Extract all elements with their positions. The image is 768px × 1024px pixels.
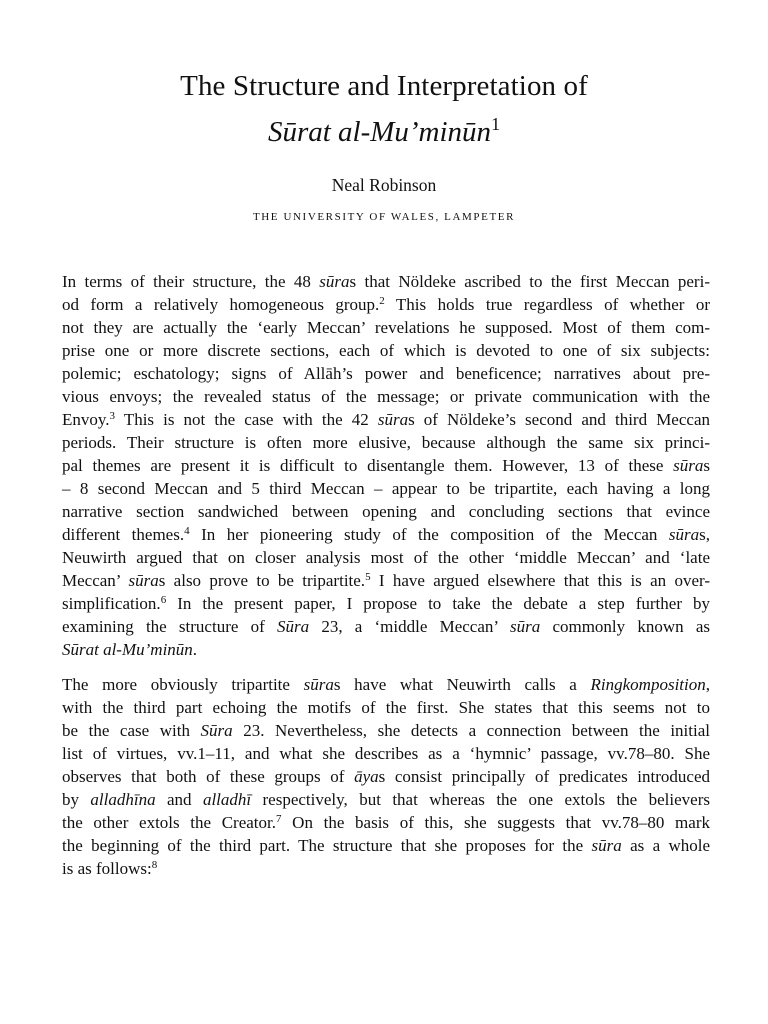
text-run: . xyxy=(192,640,198,659)
text-line xyxy=(62,500,710,523)
title-line-1: The Structure and Interpretation of xyxy=(180,70,588,102)
text-line xyxy=(62,719,710,742)
text-run: s also prove to be tripartite. xyxy=(158,571,366,590)
text-run: – 8 second Meccan and 5 third Meccan – appear to be tripartite, each having a long xyxy=(62,479,710,498)
text-line xyxy=(62,765,710,788)
text-run: 23. Nevertheless, she detects a connection between the initial xyxy=(232,721,710,740)
text-line xyxy=(62,811,710,834)
text-run: This is not the case with the 42 xyxy=(115,410,378,429)
italic-term: āya xyxy=(354,767,379,786)
text-run: Envoy. xyxy=(62,410,110,429)
text-run: with the third part echoing the motifs of the first. She states that this seems not to xyxy=(62,698,710,717)
text-line xyxy=(62,270,710,293)
text-run: od form a relatively homogeneous group. xyxy=(62,295,380,314)
text-run: s have what Neuwirth calls a xyxy=(333,675,591,694)
text-run: I have argued elsewhere that this is an over- xyxy=(370,571,710,590)
author-affiliation: THE UNIVERSITY OF WALES, LAMPETER xyxy=(252,211,516,223)
text-run: examining the structure of xyxy=(62,617,277,636)
footnote-marker: 4 xyxy=(184,525,190,537)
text-run: s that Nöldeke ascribed to the first Meccan peri- xyxy=(349,272,710,291)
article-title xyxy=(0,70,768,103)
title-line-2: Sūrat al-Mu’minūn xyxy=(267,116,492,148)
text-line xyxy=(62,523,710,546)
italic-term: sūra xyxy=(377,410,409,429)
italic-term: alladhī xyxy=(202,790,252,809)
text-line xyxy=(62,454,710,477)
article-title-subline xyxy=(0,116,768,149)
text-run: Meccan’ xyxy=(62,571,129,590)
text-line xyxy=(62,316,710,339)
text-run: and xyxy=(155,790,203,809)
italic-term: Sūra xyxy=(276,617,310,636)
text-run: different themes. xyxy=(62,525,185,544)
italic-term: Ringkomposition xyxy=(590,675,706,694)
italic-term: Sūrat al-Mu’minūn xyxy=(62,640,193,659)
text-run: periods. Their structure is often more elusive, because although the same six princi- xyxy=(62,433,710,452)
text-line xyxy=(62,696,710,719)
text-line xyxy=(62,546,710,569)
italic-term: sūra xyxy=(319,272,350,291)
text-line xyxy=(62,673,710,696)
text-run: The more obviously tripartite xyxy=(62,675,304,694)
text-run: s consist principally of predicates introduced xyxy=(378,767,711,786)
text-line xyxy=(62,742,710,765)
text-line xyxy=(62,638,710,661)
italic-term: Sūra xyxy=(200,721,233,740)
text-run: the other extols the Creator. xyxy=(62,813,277,832)
text-run: not they are actually the ‘early Meccan’ revelations he supposed. Most of them com- xyxy=(62,318,710,337)
text-run: In terms of their structure, the 48 xyxy=(62,272,320,291)
footnote-marker: 6 xyxy=(160,594,167,606)
text-run: the beginning of the third part. The structure that she proposes for the xyxy=(62,836,592,855)
italic-term: alladhīna xyxy=(90,790,156,809)
text-run: , xyxy=(705,675,710,694)
text-line xyxy=(62,615,710,638)
italic-term: sūra xyxy=(591,836,622,855)
italic-term: sūra xyxy=(303,675,334,694)
text-run: prise one or more discrete sections, each of which is devoted to one of six subjects: xyxy=(62,341,710,360)
italic-term: sūra xyxy=(668,525,700,544)
text-run: s of Nöldeke’s second and third Meccan xyxy=(408,410,710,429)
text-run: by xyxy=(62,790,91,809)
text-run: commonly known as xyxy=(540,617,710,636)
text-run: 23, a ‘middle Meccan’ xyxy=(309,617,510,636)
text-line xyxy=(62,857,710,880)
text-run: polemic; eschatology; signs of Allāh’s power and beneficence; narratives about pre- xyxy=(62,364,710,383)
footnote-marker: 5 xyxy=(365,571,371,583)
text-line xyxy=(62,408,710,431)
footnote-marker: 2 xyxy=(379,295,385,307)
text-run: Neuwirth argued that on closer analysis most of the other ‘middle Meccan’ and ‘late xyxy=(62,548,710,567)
text-run: narrative section sandwiched between opening and concluding sections that evince xyxy=(62,502,710,521)
text-run: pal themes are present it is difficult to disentangle them. However, 13 of these xyxy=(62,456,674,475)
text-run: This holds true regardless of whether or xyxy=(384,295,711,314)
text-run: as a whole xyxy=(621,836,710,855)
italic-term: sūra xyxy=(673,456,704,475)
italic-term: sūra xyxy=(128,571,159,590)
text-line xyxy=(62,293,710,316)
text-run: respectively, but that whereas the one extols the believers xyxy=(251,790,710,809)
footnote-marker: 7 xyxy=(276,813,282,825)
text-line xyxy=(62,339,710,362)
text-run: On the basis of this, she suggests that vv.78–80 mark xyxy=(281,813,710,832)
article-body xyxy=(62,270,710,880)
text-run: simplification. xyxy=(62,594,161,613)
text-run: s, xyxy=(699,525,710,544)
text-line xyxy=(62,431,710,454)
text-line xyxy=(62,385,710,408)
text-line xyxy=(62,477,710,500)
text-line xyxy=(62,834,710,857)
author-name: Neal Robinson xyxy=(331,175,437,195)
footnote-marker: 3 xyxy=(109,410,116,422)
title-footnote-marker: 1 xyxy=(491,114,501,134)
italic-term: sūra xyxy=(510,617,541,636)
body-paragraph xyxy=(62,673,710,880)
text-line xyxy=(62,788,710,811)
text-line xyxy=(62,362,710,385)
body-paragraph xyxy=(62,270,710,661)
text-run: In her pioneering study of the composition of the Meccan xyxy=(189,525,669,544)
text-run: s xyxy=(703,456,710,475)
text-line xyxy=(62,592,710,615)
text-run: is as follows: xyxy=(62,859,152,878)
footnote-marker: 8 xyxy=(151,859,158,871)
text-run: be the case with xyxy=(62,721,201,740)
text-run: observes that both of these groups of xyxy=(62,767,355,786)
text-run: list of virtues, vv.1–11, and what she describes as a ‘hymnic’ passage, vv.78–80. She xyxy=(62,744,710,763)
text-line xyxy=(62,569,710,592)
text-run: vious envoys; the revealed status of the message; or private communication with the xyxy=(62,387,710,406)
text-run: In the present paper, I propose to take the debate a step further by xyxy=(166,594,710,613)
